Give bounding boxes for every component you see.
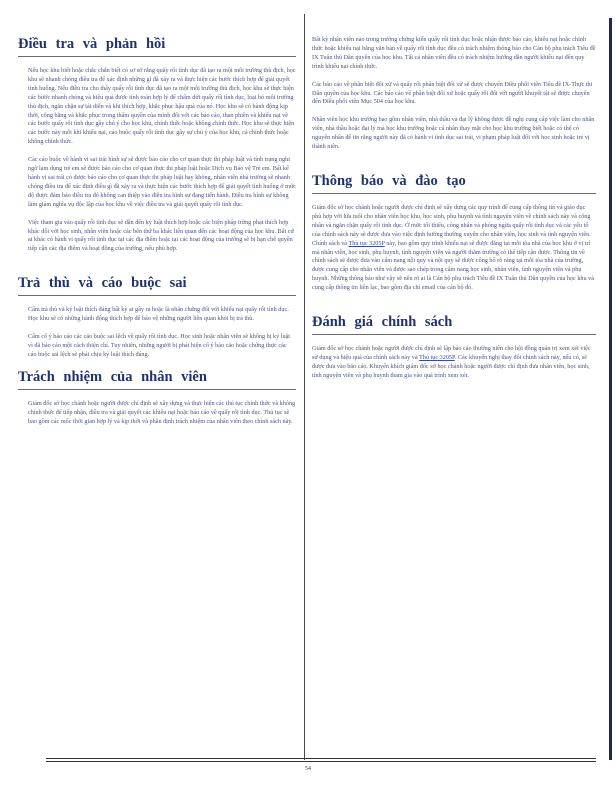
text-run: . Các khuyến nghị thay đổi chính sách này, nếu có, sẽ được đưa vào báo cáo. Khuyến khích giám đốc sở học chánh hoặc người được chỉ định đưa nhân viên, học sinh, tình nguyện viên và phụ huynh tham gia vào quá trình xem xét. <box>312 353 590 379</box>
heading-investigation: Điều tra và phản hồi <box>18 36 296 57</box>
column-divider <box>304 14 305 760</box>
paragraph: Việc tham gia vào quấy rối tình dục sẽ dẫn đến kỷ luật thích hợp hoặc các biện pháp trừng phạt thích hợp khác đối với học sinh, nhân viên hoặc các bên thứ ba khác liên quan đến các hoạt động của học khu. Bất cứ ai khác có hành vi quấy rối tình dục tại các địa điểm hoặc tại các hoạt động của trường sẽ bị hạn chế quyền tiếp cận các địa điểm và hoạt động của trường, nếu phù hợp. <box>28 218 294 253</box>
text-run: Giám đốc sở học chánh hoặc người được chỉ định sẽ lập báo cáo thường niên cho hội đồng quản trị xem xét việc sử dụng và hiệu quả của chính sách này và <box>312 345 591 361</box>
section-investigation <box>18 36 296 254</box>
paragraph: Cấm trả thù và kỷ luật thích đáng bất kỳ ai gây ra hoặc là nhân chứng đối với khiếu nại quấy rối tình dục. Học khu sẽ có những hành động thích hợp để bảo vệ những người liên quan khỏi bị trả thù. <box>28 306 289 323</box>
paragraph: Bất kỳ nhân viên nào trong trường chứng kiến quấy rối tình dục hoặc nhận được báo cáo, khiếu nại hoặc chính thức hoặc khiếu nại bằng văn bản về quấy rối tình dục đều có trách nhiệm thông báo cho Cán bộ phụ trách Tiêu đề IX Tuân thủ Dân quyền của học khu. Tất cả nhân viên đều có trách nhiệm hướng dẫn người khiếu nại đến quy trình khiếu nại chính thức. <box>312 36 596 70</box>
heading-retaliation: Trả thù và cáo buộc sai <box>18 275 296 296</box>
section-policy-review <box>312 314 596 381</box>
footer-rule <box>46 761 596 762</box>
paragraph: Các báo cáo về phân biệt đối xử và quấy rối phân biệt đối xử sẽ được chuyển Điều phối viên Tiêu đề IX-Thực thi Dân quyền của học khu. Các báo cáo về phân biệt đối xử hoặc quấy rối đối với người khuyết tật sẽ được chuyển đến Điều phối viên Mục 504 của học khu. <box>312 80 593 106</box>
procedure-link[interactable]: Thủ tục 3205P <box>348 239 385 247</box>
heading-policy-review: Đánh giá chính sách <box>312 314 596 335</box>
paragraph: Giám đốc sở học chánh hoặc người được chỉ định sẽ xây dựng và thực hiện các thủ tục chính thức và không chính thức để tiếp nhận, điều tra và giải quyết các khiếu nại hoặc báo cáo về quấy rối tình dục. Thủ tục sẽ bao gồm các mốc thời gian hợp lý và kịp thời và phân định trách nhiệm của nhân viên theo chính sách này. <box>28 399 296 425</box>
paragraph <box>312 204 596 293</box>
page-edge-bar <box>609 18 612 760</box>
left-column <box>18 36 296 435</box>
text-run: này, bao gồm quy trình khiếu nại sẽ được đăng tại mỗi tòa nhà của học khu ở vị trí mà nhân viên, học sinh, phụ huynh, tình nguyện viên và người thăm trường có thể tiếp cận được. Thông tin về chính sách sẽ được đưa vào cẩm nang nội quy và nội quy sẽ được công bố rõ ràng tại mỗi tòa nhà của trường, được cung cấp cho nhân viên và được sao chép trong cẩm nang học sinh, nhân viên, tình nguyện viên và phụ huynh. Những thông báo như vậy sẽ nêu rõ ai là Cán bộ phụ trách Tiêu đề IX Tuân thủ Dân quyền của học khu và cung cấp thông tin liên lạc, bao gồm địa chỉ email của cán bộ đó. <box>312 239 595 292</box>
paragraph: Nếu học khu biết hoặc chắc chắn biết có sơ sở rằng quấy rối tình dục đã tạo ra một môi trường thù địch, học khu sẽ nhanh chóng điều tra để xác định những gì đã xảy ra và thực hiện các bước thích hợp để giải quyết tình huống. Nếu điều tra cho thấy quấy rối tình dục đã tạo ra một môi trường thù địch, học khu sẽ thực hiện các bước nhanh chóng và hiệu quả được tính toán hợp lý để chấm dứt quấy rối tình dục, loại bỏ môi trường thù địch, ngăn chặn sự tái diễn và khi thích hợp, khắc phục hậu quả của nó. Học khu sẽ có hành động kịp thời, công bằng và khắc phục trong thẩm quyền của mình đối với các báo cáo, than phiền và khiếu nại về các bước quấy rối tình dục gây chú ý cho học khu, chính thức hoặc không chính thức. Học khu sẽ thực hiện các bước này mỗi khi khiếu nại, cáo buộc quấy rối tình dục gây sự chú ý của học khu, cả chính thức hoặc không chính thức. <box>28 67 296 146</box>
page-number: 54 <box>305 766 311 772</box>
heading-notification-training: Thông báo và đào tạo <box>312 173 596 194</box>
section-staff-responsibility <box>18 368 296 427</box>
section-notification-training <box>312 173 596 293</box>
text-run: Giám đốc sở học chánh hoặc người được chỉ định sẽ xây dựng các quy trình để cung cấp thông tin và giáo dục phù hợp với lứa tuổi cho nhân viên học khu, học sinh, phụ huynh và tình nguyện viên về chính sách này và công nhân và ngăn chặn quấy rối tình dục. Ở mức tối thiểu, công nhân và phòng ngừa quấy rối tình dục và các yếu tố của chính sách này sẽ được đưa vào việc định hướng thường xuyên cho nhân viên, học sinh và tình nguyện viên. Chính sách và <box>312 203 591 247</box>
section-retaliation <box>18 275 296 360</box>
paragraph: Các cáo buộc về hành vi sai trái hình sự sẽ được báo cáo cho cơ quan thực thi pháp luật và tính trạng nghi ngờ lạm dụng trẻ em sẽ được báo cáo cho cơ quan thực thi pháp luật hoặc Dịch vụ Bảo vệ Trẻ em. Bất kể hành vi sai trái có được báo cáo cho cơ quan thực thi pháp luật hay không, nhân viên nhà trường sẽ nhanh chóng điều tra để xác định điều gì đã xảy ra và thực hiện các bước thích hợp để giải quyết tình huống ở mức độ được đảm bảo điều tra đó không can thiệp vào điều tra hình sự đang tiến hành. Điều tra hình sự không làm giảm nghĩa vụ độc lập của học khu về việc điều tra và giải quyết quấy rối tình dục. <box>28 156 296 208</box>
right-column <box>312 36 596 390</box>
procedure-link[interactable]: Thủ tục 3205P <box>419 353 455 361</box>
paragraph <box>312 345 596 381</box>
paragraph: Nhân viên học khu trường bao gồm nhân viên, nhà thầu và đại lý không được đề nghị cung cấp việc làm cho nhân viên, nhà thầu hoặc đại lý mà học khu trường hoặc cá nhân thay mặt cho học khu trường biết hoặc có thể có nguyên nhân để tin rằng người này đã có hành vi tình dục sai trái, vi phạm pháp luật đối với học sinh hoặc trẻ vị thành niên. <box>312 116 595 151</box>
heading-staff-responsibility: Trách nhiệm của nhân viên <box>18 369 296 390</box>
footer-rule <box>46 758 596 759</box>
paragraph: Cấm cố ý báo cáo các cáo buộc sai lệch về quấy rối tình dục. Học sinh hoặc nhân viên sẽ không bị kỷ luật vì đã báo cáo một cách thiện chí. Tuy nhiên, những người bị phát hiện cố ý báo cáo hoặc chứng thực các cáo buộc sai lệch sẽ phải chịu kỷ luật thích đáng. <box>28 333 291 358</box>
